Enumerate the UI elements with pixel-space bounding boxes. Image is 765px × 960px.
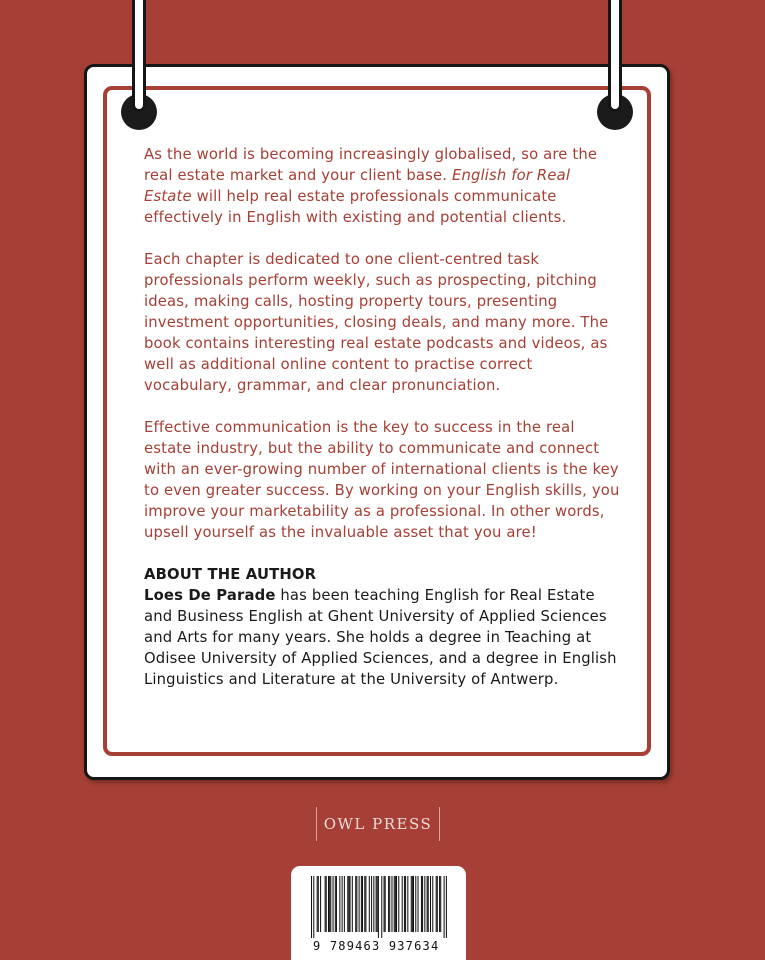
blurb-paragraph-3: Effective communication is the key to success in the real estate industry, but the ability to communicate and connect with an ever-growing number of international clients is the key to even greater success. By working on your English skills, you improve your marketability as a professional. In other words, upsell yourself as the invaluable asset that you are! (144, 419, 620, 541)
barcode-bar (388, 876, 389, 932)
barcode-bar (311, 876, 312, 938)
barcode-bar (440, 876, 441, 932)
barcode-bar (347, 876, 348, 932)
barcode-bar (396, 876, 397, 932)
barcode-bar (335, 876, 336, 932)
barcode-bar (342, 876, 343, 932)
barcode-bar (404, 876, 405, 932)
barcode-panel (291, 866, 466, 960)
left-hanger-strap (132, 0, 146, 112)
barcode-bar (411, 876, 412, 932)
barcode-bar (328, 876, 329, 932)
barcode-bar (389, 876, 390, 932)
about-author-heading: ABOUT THE AUTHOR (144, 566, 317, 583)
blurb-paragraph-1-end: will help real estate professionals communicate effectively in English with existing and potential clients. (144, 188, 567, 226)
barcode-bar (430, 876, 431, 932)
barcode-bar (371, 876, 372, 932)
barcode-bar (365, 876, 366, 932)
barcode-bar (361, 876, 362, 932)
barcode-bar (415, 876, 416, 932)
barcode-bar (364, 876, 365, 932)
barcode-bar (339, 876, 340, 932)
barcode-bar (444, 876, 445, 938)
barcode-bar (407, 876, 408, 932)
barcode-bar (427, 876, 428, 932)
blurb-paragraph-2: Each chapter is dedicated to one client-centred task professionals perform weekly, such as prospecting, pitching ideas, making calls, hosting property tours, presenting investment opportunities, closing deals, and many more. The book contains interesting real estate podcasts and videos, as well as additional online content to practise correct vocabulary, grammar, and clear pronunciation. (144, 251, 609, 394)
barcode-bar (377, 876, 378, 932)
barcode-bar (330, 876, 331, 932)
barcode-bar (352, 876, 353, 932)
book-title: English for Real Estate (144, 167, 571, 205)
barcode-bar (395, 876, 396, 932)
barcode-bar (320, 876, 321, 932)
author-bio (144, 585, 622, 690)
right-hanger-strap (608, 0, 622, 112)
back-cover-content (144, 144, 622, 711)
barcode-bar (437, 876, 438, 932)
barcode-image (311, 876, 447, 938)
barcode-bar (350, 876, 351, 932)
barcode-bar (348, 876, 349, 932)
barcode-bar (424, 876, 425, 932)
barcode-bar (412, 876, 413, 932)
barcode-bar (413, 876, 414, 932)
barcode-bar (369, 876, 370, 932)
barcode-bar (405, 876, 406, 932)
barcode-bar (373, 876, 374, 932)
barcode-bar (398, 876, 399, 932)
barcode-bar (359, 876, 360, 932)
isbn-number: 9 789463 937634 (313, 939, 440, 953)
barcode-bar (376, 876, 377, 932)
barcode-bar (313, 876, 314, 938)
barcode-bar (344, 876, 345, 932)
barcode-bar (418, 876, 419, 932)
author-bio-text: has been teaching English for Real Estate and Business English at Ghent University of Applied Sciences and Arts for many years. She holds a degree in Teaching at Odisee University of Applied Sciences, and a degree in English Linguistics and Literature at the University of Antwerp. (144, 587, 617, 688)
barcode-bar (333, 876, 334, 932)
barcode-bar (446, 876, 447, 938)
barcode-bar (421, 876, 422, 932)
blurb-paragraph-1 (144, 144, 622, 228)
barcode-bar (318, 876, 319, 932)
barcode-bar (432, 876, 433, 932)
barcode-bar (336, 876, 337, 932)
barcode-bar (355, 876, 356, 932)
barcode-bar (428, 876, 429, 932)
barcode-bar (385, 876, 386, 932)
barcode-bar (362, 876, 363, 932)
barcode-bar (378, 876, 379, 938)
barcode-bar (317, 876, 318, 932)
barcode-bar (436, 876, 437, 932)
barcode-bar (439, 876, 440, 932)
barcode-bar (325, 876, 326, 932)
barcode-bar (384, 876, 385, 932)
barcode-bar (422, 876, 423, 932)
barcode-bar (402, 876, 403, 932)
barcode-bar (356, 876, 357, 932)
publisher-logo: OWL PRESS (316, 807, 440, 841)
barcode-bar (391, 876, 392, 932)
barcode-bar (329, 876, 330, 932)
blurb-paragraph-1-start: As the world is becoming increasingly globalised, so are the real estate market and your client base. (144, 146, 598, 184)
barcode-bar (381, 876, 382, 938)
barcode-bar (326, 876, 327, 932)
barcode-bar (394, 876, 395, 932)
author-name: Loes De Parade (144, 587, 276, 604)
